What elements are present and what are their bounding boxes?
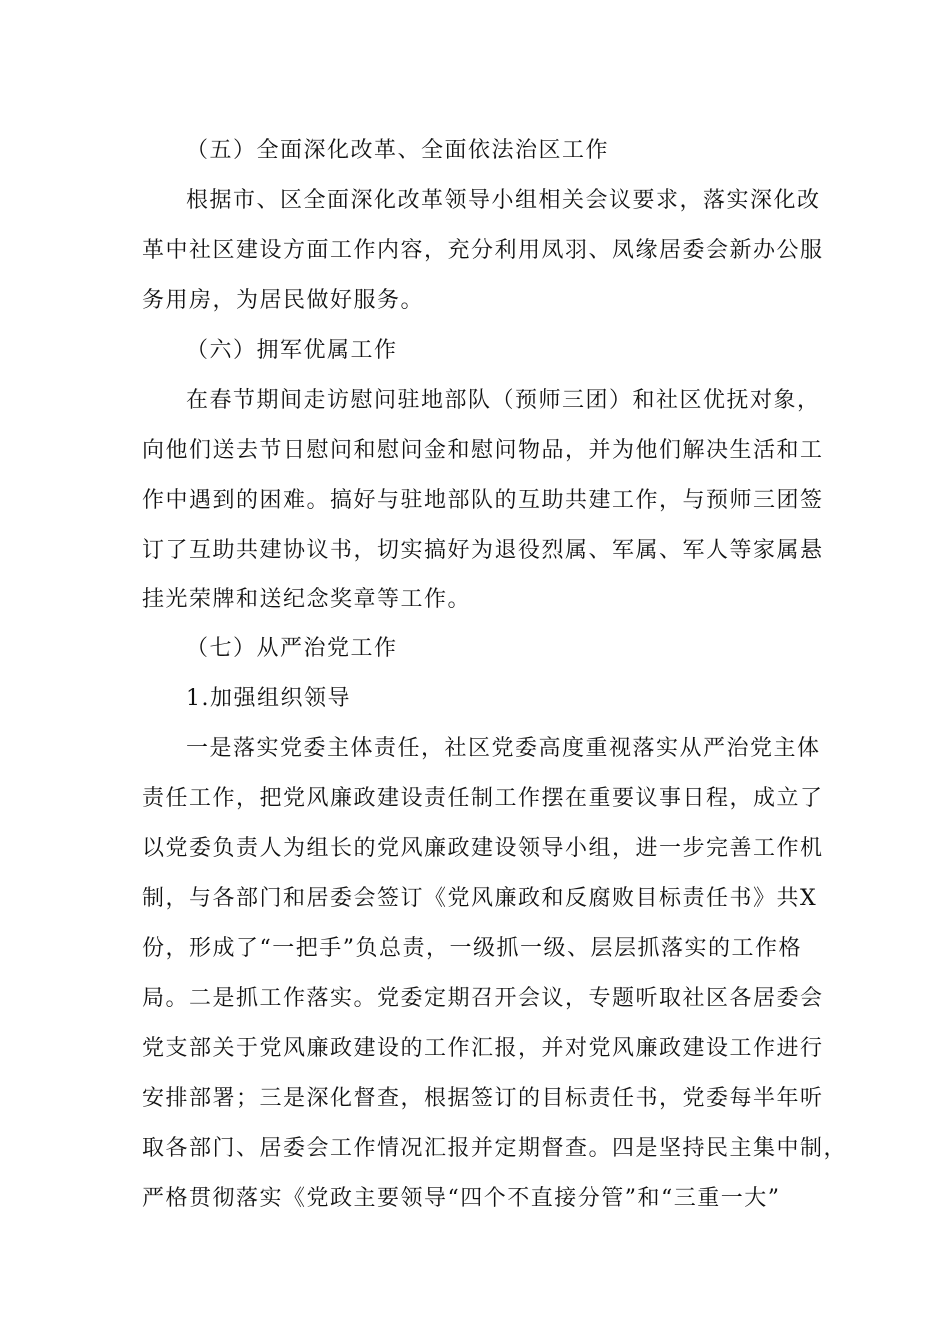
paragraph-line: 一是落实党委主体责任，社区党委高度重视落实从严治党主体 — [186, 736, 821, 761]
paragraph-line: 作中遇到的困难。搞好与驻地部队的互助共建工作，与预师三团签 — [142, 488, 824, 513]
paragraph-line: 份，形成了“一把手”负总责，一级抓一级、层层抓落实的工作格 — [142, 936, 802, 961]
paragraph-line: 订了互助共建协议书，切实搞好为退役烈属、军属、军人等家属悬 — [142, 538, 824, 563]
section-heading-6: （六）拥军优属工作 — [186, 338, 398, 363]
subsection-heading: 1.加强组织领导 — [186, 686, 351, 711]
paragraph-line: 挂光荣牌和送纪念奖章等工作。 — [142, 587, 472, 612]
section-heading-5: （五）全面深化改革、全面依法治区工作 — [186, 138, 610, 163]
paragraph-line: 局。二是抓工作落实。党委定期召开会议，专题听取社区各居委会 — [142, 986, 824, 1011]
paragraph-line: 向他们送去节日慰问和慰问金和慰问物品，并为他们解决生活和工 — [142, 438, 824, 463]
paragraph-line: 制，与各部门和居委会签订《党风廉政和反腐败目标责任书》共X — [142, 886, 818, 911]
paragraph-line: 革中社区建设方面工作内容，充分利用凤羽、凤缘居委会新办公服 — [142, 238, 824, 263]
paragraph-line: 党支部关于党风廉政建设的工作汇报，并对党风廉政建设工作进行 — [142, 1036, 824, 1061]
section-heading-7: （七）从严治党工作 — [186, 636, 398, 661]
paragraph-line: 责任工作，把党风廉政建设责任制工作摆在重要议事日程，成立了 — [142, 786, 824, 811]
paragraph-line: 取各部门、居委会工作情况汇报并定期督查。四是坚持民主集中制， — [142, 1136, 848, 1161]
paragraph-line: 严格贯彻落实《党政主要领导“四个不直接分管”和“三重一大” — [142, 1186, 781, 1211]
paragraph-line: 在春节期间走访慰问驻地部队（预师三团）和社区优抚对象， — [186, 388, 821, 413]
paragraph-line: 安排部署；三是深化督查，根据签订的目标责任书，党委每半年听 — [142, 1086, 824, 1111]
paragraph-line: 务用房，为居民做好服务。 — [142, 288, 425, 313]
paragraph-line: 根据市、区全面深化改革领导小组相关会议要求，落实深化改 — [186, 188, 821, 213]
paragraph-line: 以党委负责人为组长的党风廉政建设领导小组，进一步完善工作机 — [142, 836, 824, 861]
